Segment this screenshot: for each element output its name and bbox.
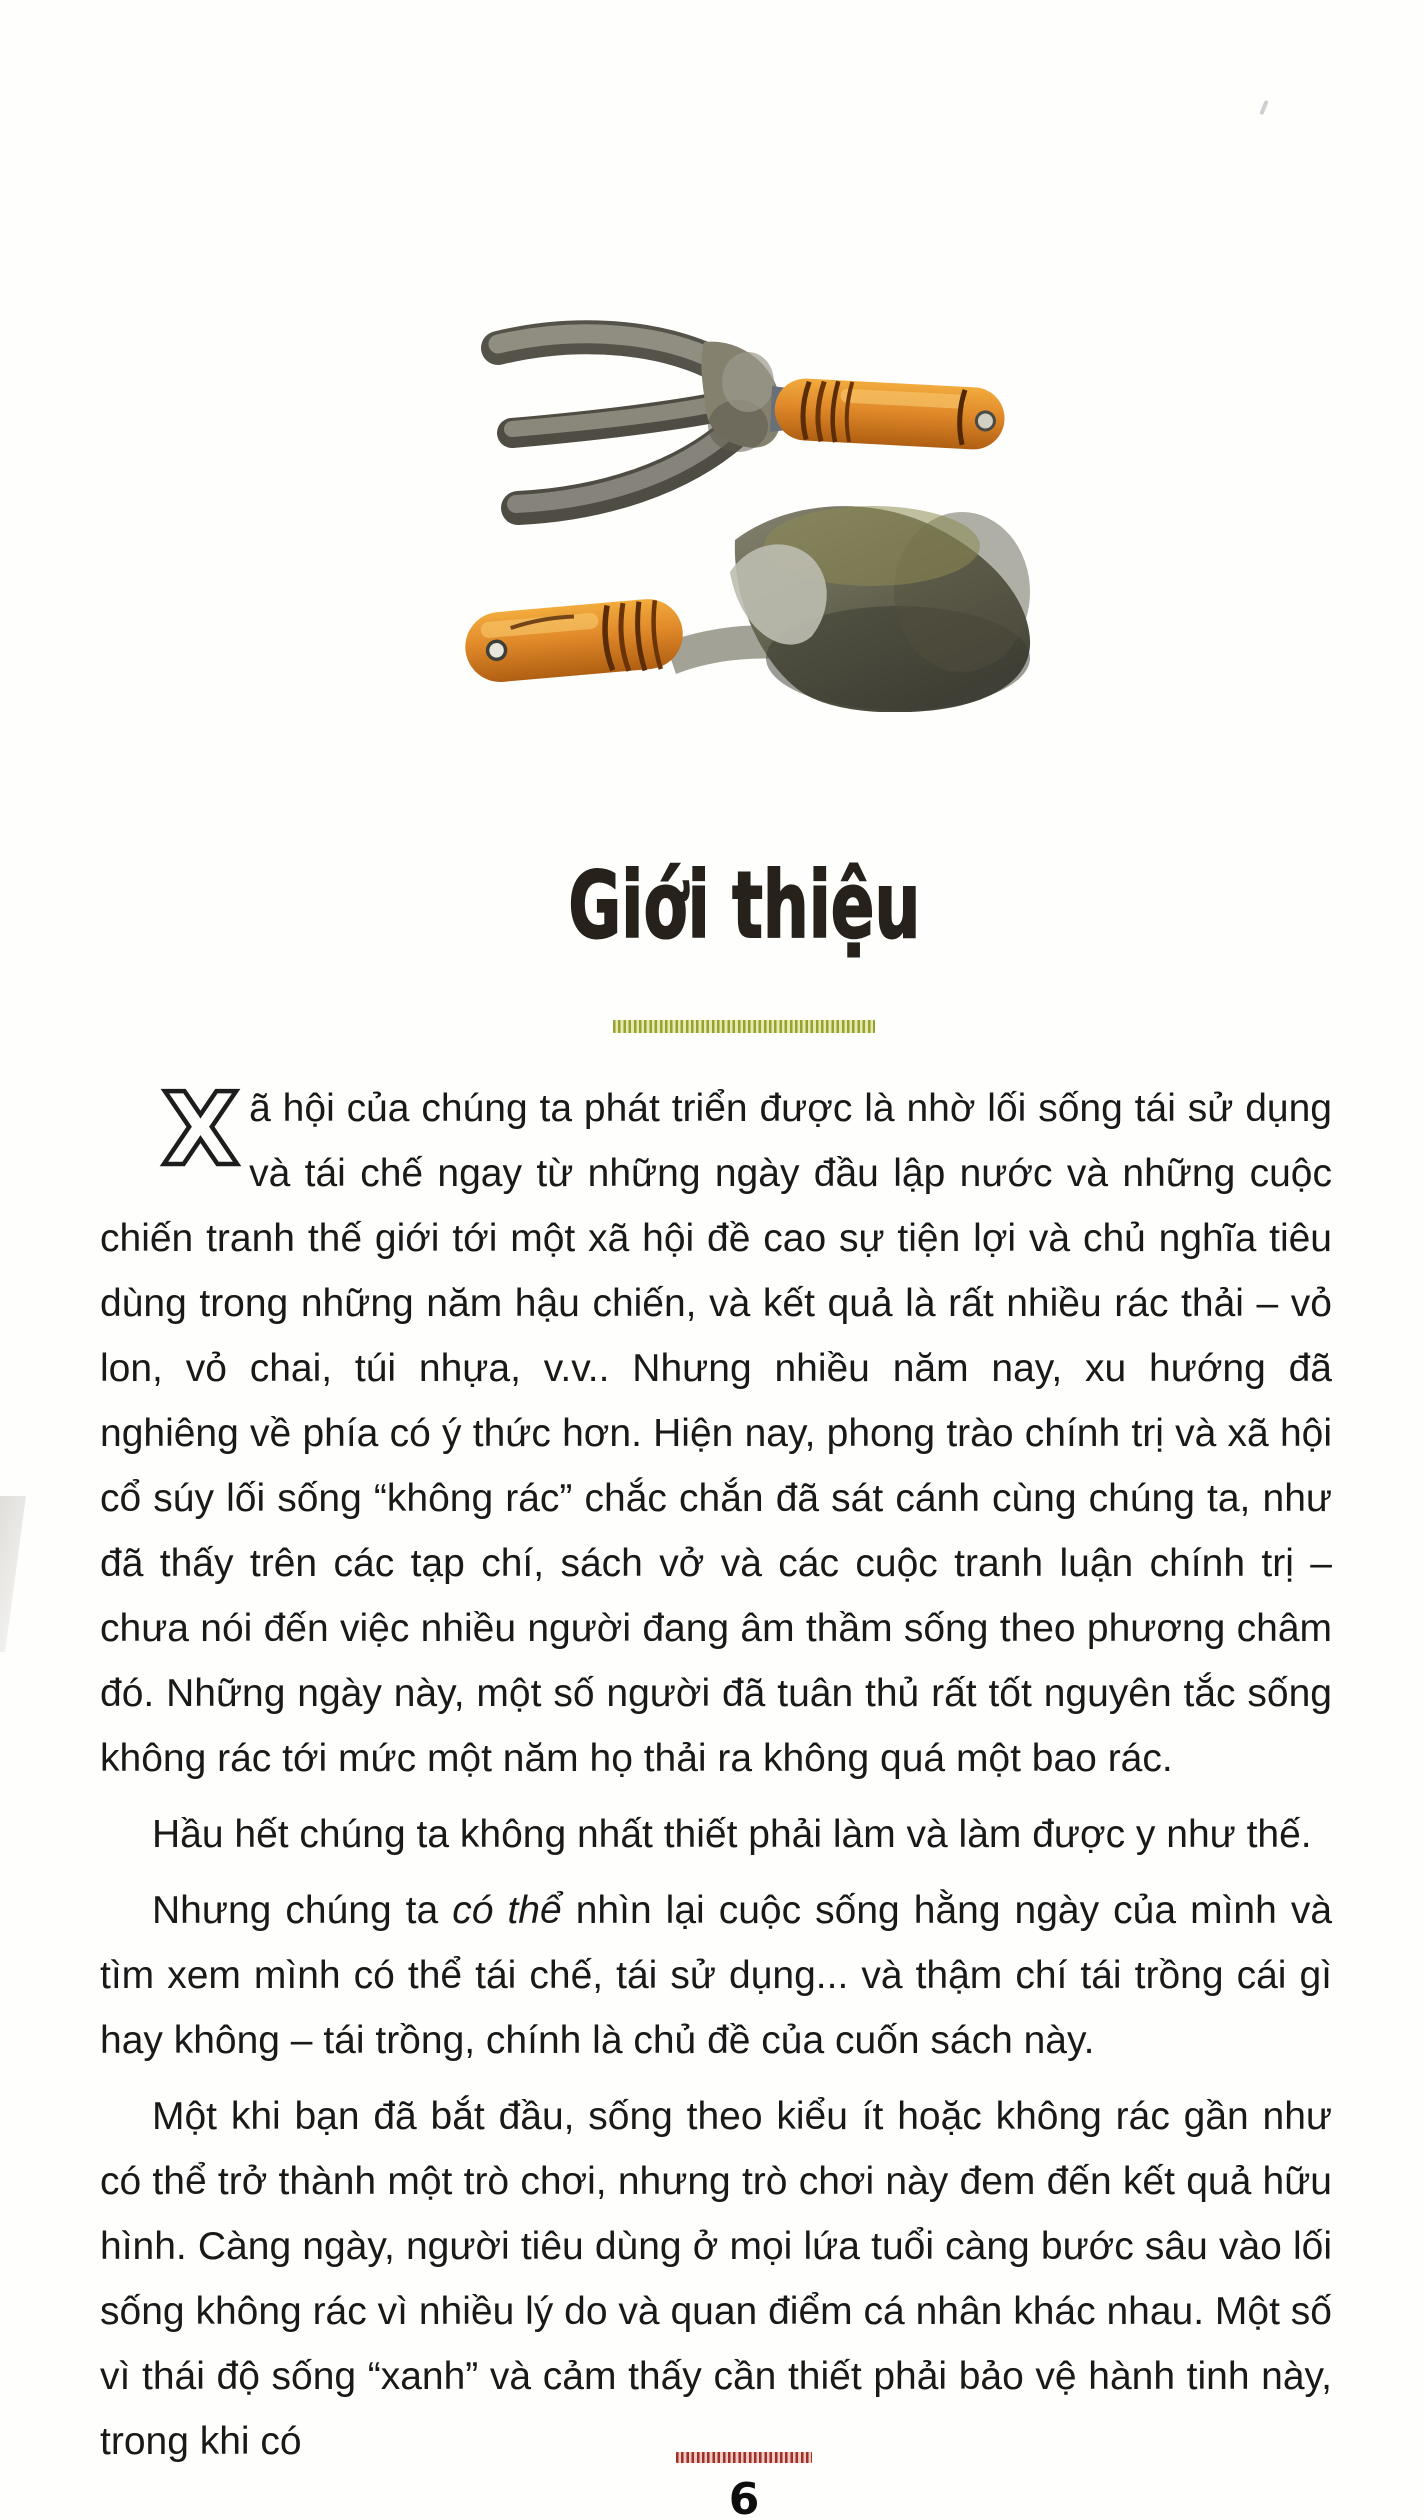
paragraph-3-pre: Nhưng chúng ta: [152, 1889, 453, 1932]
chapter-title: Giới thiệu: [568, 852, 920, 959]
footer-tick-divider: [676, 2452, 812, 2463]
hand-fork-graphic: [498, 334, 1006, 508]
page-number: 6: [728, 2474, 760, 2520]
trowel-graphic: [462, 506, 1030, 712]
paragraph-3-emphasis: có thể: [452, 1889, 562, 1932]
scan-speck: [1259, 100, 1268, 115]
paragraph-1: [100, 1071, 1332, 1791]
drop-cap: X: [162, 1071, 240, 1188]
garden-tools-illustration: [280, 190, 1040, 712]
paragraph-3-post: nhìn lại cuộc sống hằng ngày của mình và tìm xem mình có thể tái chế, tái sử dụng... và thậm chí tái trồng cái gì hay không – tái trồng, chính là chủ đề của cuốn sách này.: [100, 1889, 1333, 2062]
paragraph-1-text: ã hội của chúng ta phát triển được là nhờ lối sống tái sử dụng và tái chế ngay từ những ngày đầu lập nước và những cuộc chiến tranh thế giới tới một xã hội đề cao sự tiện lợi và chủ nghĩa tiêu dùng trong những năm hậu chiến, và kết quả là rất nhiều rác thải – vỏ lon, vỏ chai, túi nhựa, v.v.. Nhưng nhiều năm nay, xu hướng đã nghiêng về phía có ý thức hơn. Hiện nay, phong trào chính trị và xã hội cổ súy lối sống “không rác” chắc chắn đã sát cánh cùng chúng ta, như đã thấy trên các tạp chí, sách vở và các cuộc tranh luận chính trị – chưa nói đến việc nhiều người đang âm thầm sống theo phương châm đó. Những ngày này, một số người đã tuân thủ rất tốt nguyên tắc sống không rác tới mức một năm họ thải ra không quá một bao rác.: [100, 1087, 1332, 1780]
body-text: [100, 1071, 1333, 2485]
paragraph-4: Một khi bạn đã bắt đầu, sống theo kiểu ít hoặc không rác gần như có thể trở thành một trò chơi, nhưng trò chơi này đem đến kết quả hữu hình. Càng ngày, người tiêu dùng ở mọi lứa tuổi càng bước sâu vào lối sống không rác vì nhiều lý do và quan điểm cá nhân khác nhau. Một số vì thái độ sống “xanh” và cảm thấy cần thiết phải bảo vệ hành tinh này, trong khi có: [100, 2095, 1332, 2463]
paragraph-3: [100, 1878, 1332, 2073]
paragraph-2: Hầu hết chúng ta không nhất thiết phải làm và làm được y như thế.: [152, 1813, 1312, 1856]
scan-smudge: [0, 1496, 26, 1652]
chapter-title-wrap: [64, 852, 1424, 959]
title-tick-divider: [613, 1020, 875, 1033]
